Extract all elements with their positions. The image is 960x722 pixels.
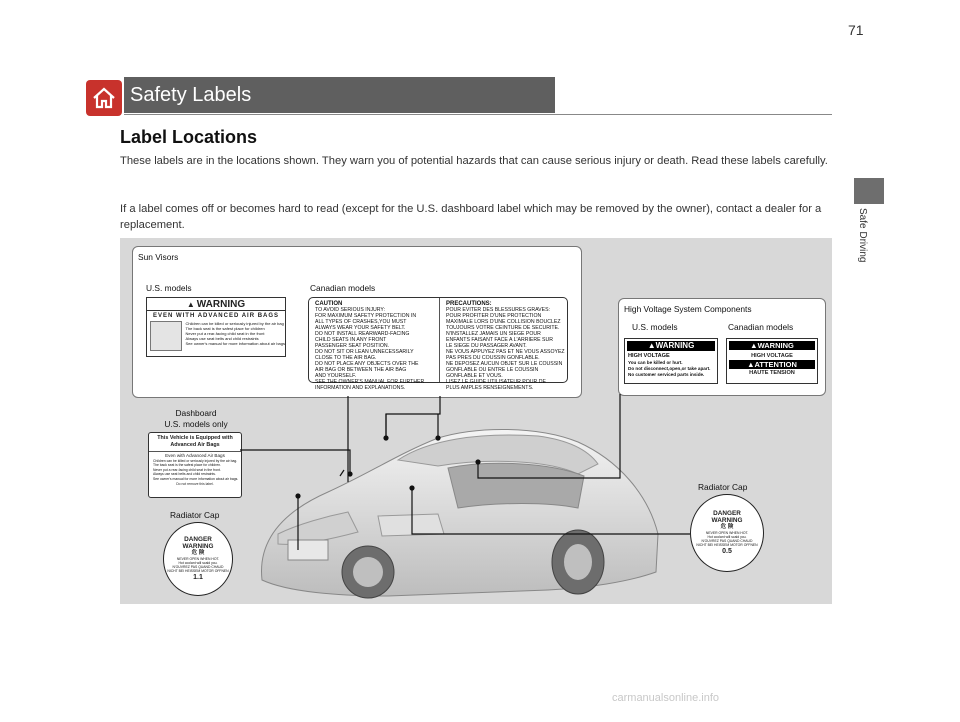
section-title: Safety Labels: [124, 77, 555, 113]
warning-triangle-icon: ▲: [747, 360, 755, 369]
radiator-cap-left-caption: Radiator Cap: [170, 510, 220, 520]
high-voltage-title: High Voltage System Components: [624, 304, 752, 314]
page-number: 71: [848, 22, 864, 38]
high-voltage-us-caption: U.S. models: [632, 322, 678, 332]
intro-paragraph: These labels are in the locations shown. They warn you of potential hazards that can cause serious injury or death. Read these labels carefully.: [120, 155, 828, 167]
canadian-high-voltage-label: ▲WARNING HIGH VOLTAGE ▲ATTENTION HAUTE TENSION: [726, 338, 818, 384]
watermark: carmanualsonline.info: [612, 692, 720, 704]
side-tab-label: Safe Driving: [857, 208, 868, 263]
page-heading: Label Locations: [120, 127, 258, 147]
radiator-cap-right-caption: Radiator Cap: [698, 482, 748, 492]
canadian-airbag-caution-label: CAUTION TO AVOID SERIOUS INJURY: FOR MAXIMUM SAFETY PROTECTION IN ALL TYPES OF CRASHES,YOU MUST ALWAYS WEAR YOUR SAFETY BELT. DO NOT INSTALL REARWARD-FACING CHILD SEATS IN ANY FRONT PASSENGER SEAT POSITION. DO NOT SIT OR LEAN UNNECESSARILY CLOSE TO THE AIR BAG. DO NOT PLACE ANY OBJECTS OVER THE AIR BAG OR BETWEEN THE AIR BAG AND YOURSELF. SEE THE OWNER'S MANUAL FOR FURTHER INFORMATION AND EXPLANATIONS. PRECAUTIONS: POUR EVITER DES BLESSURES GRAVES: POUR PROFITER D'UNE PROTECTION MAXIMALE LORS D'UNE COLLISION BOUCLEZ TOUJOURS VOTRE CEINTURE DE SECURITE. N'INSTALLEZ JAMAIS UN SIEGE POUR ENFANTS FAISANT FACE A L'ARRIERE SUR LE SIEGE DU PASSAGER AVANT. NE VOUS APPUYEZ PAS ET NE VOUS ASSOYEZ PAS PRES DU COUSSIN GONFLABLE. NE DEPOSEZ AUCUN OBJET SUR LE COUSSIN GONFLABLE OU ENTRE LE COUSSIN GONFLABLE ET VOUS. LISEZ LE GUIDE UTILISATEUR POUR DE PLUS AMPLES RENSEIGNEMENTS.: [308, 297, 568, 383]
warning-triangle-icon: ▲: [186, 299, 195, 309]
sun-visors-us-caption: U.S. models: [146, 283, 192, 293]
warning-triangle-icon: ▲: [750, 341, 758, 350]
dashboard-caption: Dashboard U.S. models only: [164, 408, 228, 429]
radiator-cap-left-label: DANGER WARNING 危 険 NEVER OPEN WHEN HOT. Hot coolant will scald you. N'OUVREZ PAS QUAND CHAUD NICHT BEI HEISSEM MOTOR OFFNEN 1.1: [163, 522, 233, 596]
dashboard-airbag-label: This Vehicle is Equipped with Advanced Air Bags Even with Advanced Air Bags Children can be killed or seriously injured by the air bag. The back seat is the safest place for children. Never put a rear-facing child seat in the front. Always use seat belts and child restraints. See owner's manual for more information about air bags. Do not remove this label.: [148, 432, 242, 498]
high-voltage-canada-caption: Canadian models: [728, 322, 794, 332]
us-high-voltage-label: ▲WARNING HIGH VOLTAGE You can be killed or hurt. Do not disconnect,open,or take apart. No customer serviced parts inside.: [624, 338, 718, 384]
sun-visors-canada-caption: Canadian models: [310, 283, 376, 293]
us-airbag-warning-label: ▲ WARNING EVEN WITH ADVANCED AIR BAGS Children can be killed or seriously injured by the air bag The back seat is the safest place for children Never put a rear-facing child seat in the front Always use seat belts and child restraints See owner's manual for more information about air bags: [146, 297, 286, 357]
radiator-cap-right-label: DANGER WARNING 危 険 NEVER OPEN WHEN HOT. Hot coolant will scald you. N'OUVREZ PAS QUAND CHAUD NICHT BEI HEISSEM MOTOR OFFNEN 0.5: [690, 494, 764, 572]
replacement-paragraph: If a label comes off or becomes hard to read (except for the U.S. dashboard label which may be removed by the owner), contact a dealer for a replacement.: [120, 203, 822, 231]
warning-triangle-icon: ▲: [647, 341, 656, 350]
sun-visors-title: Sun Visors: [138, 252, 179, 262]
